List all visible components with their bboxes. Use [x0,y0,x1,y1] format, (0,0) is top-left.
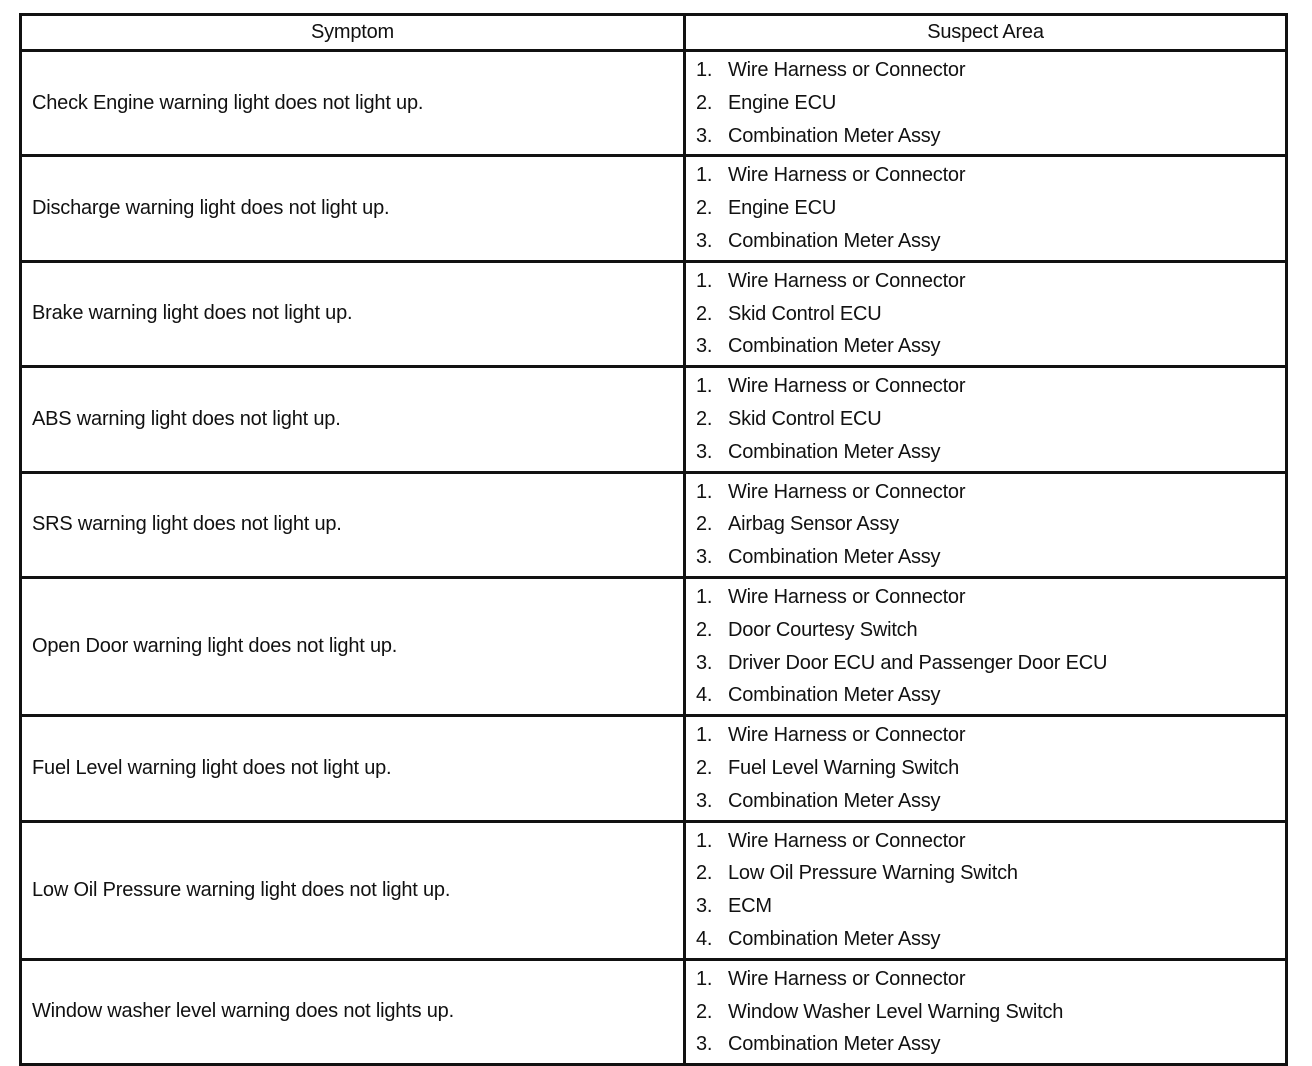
suspect-area-cell [685,577,1287,715]
symptom-suspect-table [19,13,1288,1066]
item-text: Skid Control ECU [728,302,882,325]
suspect-area-cell [685,261,1287,366]
item-text: Wire Harness or Connector [728,164,966,187]
item-number: 2. [696,1000,713,1023]
item-number: 3. [696,1033,713,1056]
suspect-area-item [696,476,1285,509]
item-text: Combination Meter Assy [728,335,941,358]
suspect-area-cell [685,959,1287,1064]
item-number: 1. [696,829,713,852]
suspect-area-cell [685,472,1287,577]
suspect-area-item [696,225,1285,258]
suspect-area-item [696,679,1285,712]
suspect-area-cell [685,51,1287,156]
item-text: Window Washer Level Warning Switch [728,1000,1064,1023]
suspect-area-cell [685,156,1287,261]
suspect-area-item [696,923,1285,956]
item-number: 1. [696,724,713,747]
symptom-column-header: Symptom [21,15,685,51]
item-number: 1. [696,480,713,503]
item-number: 1. [696,585,713,608]
suspect-area-item [696,192,1285,225]
item-text: Wire Harness or Connector [728,59,966,81]
suspect-area-cell [685,716,1287,821]
table-row [21,156,1287,261]
item-text: Fuel Level Warning Switch [728,756,960,779]
item-text: Wire Harness or Connector [728,829,966,852]
suspect-area-item [696,963,1285,996]
item-number: 2. [696,91,713,114]
item-number: 3. [696,335,713,358]
suspect-area-item [696,996,1285,1029]
item-text: Combination Meter Assy [728,684,941,707]
suspect-area-item [696,719,1285,752]
suspect-area-item [696,785,1285,818]
suspect-area-item [696,370,1285,403]
item-text: Wire Harness or Connector [728,269,966,292]
item-number: 4. [696,684,713,707]
item-number: 2. [696,197,713,220]
item-text: Combination Meter Assy [728,124,941,147]
suspect-area-item [696,1028,1285,1061]
suspect-area-item [696,159,1285,192]
item-text: Airbag Sensor Assy [728,513,899,536]
table-row [21,51,1287,156]
symptom-cell: Low Oil Pressure warning light does not light up. [21,821,685,959]
suspect-area-item [696,752,1285,785]
item-number: 2. [696,407,713,430]
item-text: Combination Meter Assy [728,440,941,463]
table-row [21,472,1287,577]
suspect-area-item [696,87,1285,120]
item-number: 2. [696,618,713,641]
suspect-area-item [696,403,1285,436]
table-row [21,959,1287,1064]
item-text: Combination Meter Assy [728,927,941,950]
symptom-cell: Window washer level warning does not lights up. [21,959,685,1064]
item-number: 3. [696,546,713,569]
item-number: 2. [696,302,713,325]
item-text: ECM [728,895,772,918]
suspect-area-item [696,330,1285,363]
item-text: Door Courtesy Switch [728,618,918,641]
suspect-area-item [696,54,1285,87]
item-number: 3. [696,229,713,252]
symptom-cell: Check Engine warning light does not light up. [21,51,685,156]
suspect-area-item [696,647,1285,680]
item-number: 3. [696,895,713,918]
suspect-area-item [696,890,1285,923]
table-body [21,51,1287,1065]
item-number: 1. [696,269,713,292]
item-number: 3. [696,440,713,463]
table-row [21,577,1287,715]
item-number: 4. [696,927,713,950]
suspect-area-item [696,298,1285,331]
item-text: Low Oil Pressure Warning Switch [728,862,1018,885]
item-text: Engine ECU [728,91,837,114]
item-text: Wire Harness or Connector [728,967,966,990]
item-text: Combination Meter Assy [728,789,941,812]
item-text: Wire Harness or Connector [728,375,966,398]
item-text: Combination Meter Assy [728,1033,941,1056]
table-row [21,367,1287,472]
item-number: 1. [696,59,713,81]
suspect-area-item [696,825,1285,858]
item-text: Skid Control ECU [728,407,882,430]
item-number: 1. [696,967,713,990]
item-text: Engine ECU [728,197,837,220]
symptom-cell: ABS warning light does not light up. [21,367,685,472]
item-text: Wire Harness or Connector [728,585,966,608]
suspect-area-item [696,436,1285,469]
troubleshooting-table-container [19,13,1285,1066]
suspect-area-item [696,265,1285,298]
item-text: Wire Harness or Connector [728,480,966,503]
item-number: 3. [696,124,713,147]
symptom-cell: Fuel Level warning light does not light up. [21,716,685,821]
table-row [21,261,1287,366]
item-text: Wire Harness or Connector [728,724,966,747]
symptom-cell: Brake warning light does not light up. [21,261,685,366]
item-number: 1. [696,164,713,187]
symptom-cell: Discharge warning light does not light up. [21,156,685,261]
suspect-area-item [696,614,1285,647]
suspect-area-cell [685,821,1287,959]
symptom-cell: SRS warning light does not light up. [21,472,685,577]
suspect-area-item [696,508,1285,541]
item-number: 3. [696,651,713,674]
suspect-area-item [696,581,1285,614]
item-number: 2. [696,862,713,885]
suspect-area-item [696,857,1285,890]
header-row [21,15,1287,51]
item-number: 1. [696,375,713,398]
symptom-cell: Open Door warning light does not light up. [21,577,685,715]
table-row [21,716,1287,821]
item-text: Combination Meter Assy [728,546,941,569]
suspect-area-item [696,541,1285,574]
suspect-area-cell [685,367,1287,472]
item-number: 3. [696,789,713,812]
item-text: Combination Meter Assy [728,229,941,252]
item-number: 2. [696,513,713,536]
suspect-area-item [696,120,1285,153]
item-number: 2. [696,756,713,779]
table-row [21,821,1287,959]
item-text: Driver Door ECU and Passenger Door ECU [728,651,1108,674]
suspect-area-column-header: Suspect Area [685,15,1287,51]
